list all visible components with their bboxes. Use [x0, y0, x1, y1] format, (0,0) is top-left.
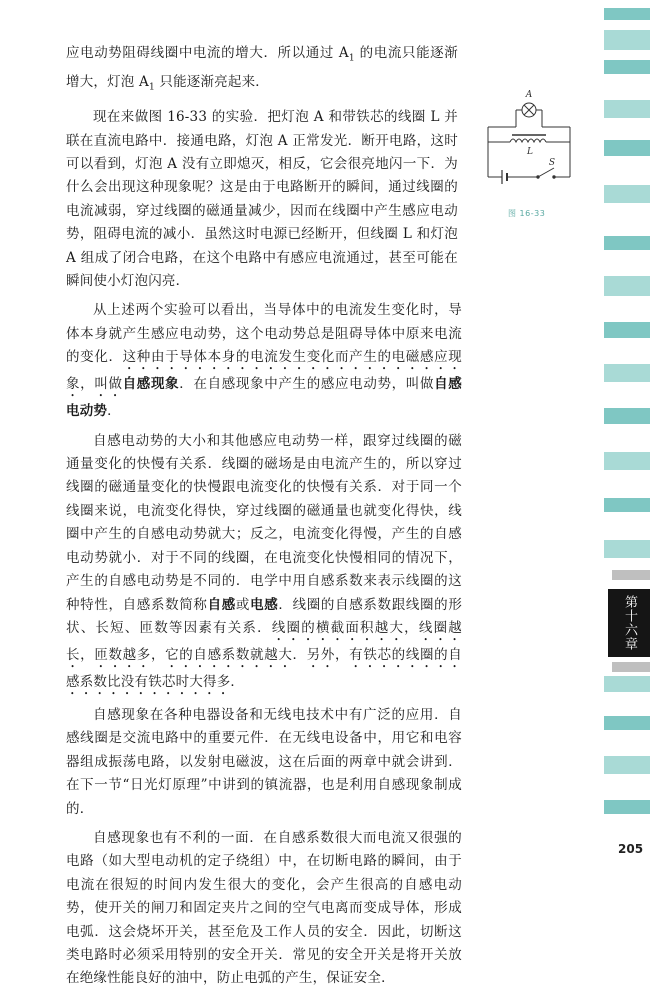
- key-term: 电感: [250, 596, 279, 613]
- paragraph: [66, 827, 462, 991]
- text-run: ．: [230, 673, 245, 690]
- switch-label: S: [548, 158, 556, 168]
- lamp-label: A: [525, 90, 533, 100]
- margin-tab-gray: [612, 570, 650, 580]
- key-term: 自感: [207, 596, 236, 613]
- body-text: [66, 42, 463, 991]
- text-run: ．: [107, 403, 121, 420]
- margin-tab: [604, 756, 650, 774]
- emphasized-text: 这种由于导体本身的电流发生变化而产生的电磁感应现象，叫做: [66, 349, 462, 393]
- emphasized-text: 线圈的横截面积越大，线圈越长，匝数越多，它的自感系数就越大．另外，有铁芯的线圈的自感系数比没有铁芯时大得多: [66, 619, 462, 690]
- margin-tab: [604, 276, 650, 296]
- figure-caption: 图 16-33: [508, 209, 546, 218]
- margin-tab: [604, 716, 650, 730]
- margin-tab: [604, 452, 650, 470]
- margin-tab-gray: [612, 662, 650, 672]
- text-run: 从上述两个实验可以看出，当导体中的电流发生变化时，导体本身就产生感应电动势，这个电动势总是阻碍导体中原来电流的变化．: [66, 302, 462, 366]
- key-term: 自感电动势: [66, 376, 462, 420]
- margin-tab: [604, 30, 650, 50]
- paragraph: [66, 42, 458, 100]
- coil-symbol: [510, 139, 546, 142]
- margin-tab: [604, 60, 650, 74]
- page-number: 205: [618, 842, 644, 856]
- margin-tab: [604, 498, 650, 512]
- paragraph: [66, 299, 462, 423]
- text-run: 自感现象也有不利的一面．在自感系数很大而电流又很强的电路（如大型电动机的定子绕组）中，在切断电路的瞬间，由于电流在很短的时间内发生很大的变化，会产生很高的自感电动势，使开关的闸刀和固定夹片之间的空气电离而变成导体，形成电弧．这会烧坏开关，甚至危及工作人员的安全．因此，切断这类电路时必须采用特别的安全开关．常见的安全开关是将开关放在绝缘性能良好的油中，防止电弧的产生，保证安全．: [66, 829, 462, 987]
- text-run: 只能逐渐亮起来．: [154, 74, 269, 91]
- text-run: 自感电动势的大小和其他感应电动势一样，跟穿过线圈的磁通量变化的快慢有关系．线圈的磁场是由电流产生的，所以穿过线圈的磁通量变化的快慢跟电流变化的快慢有关系．对于同一个线圈来说，电流变化得快，穿过线圈的磁通量也就变化得快，线圈中产生的自感电动势就大；反之，电流变化得慢，产生的自感电动势就小．对于不同的线圈，在电流变化快慢相同的情况下，产生的自感电动势是不同的．电学中用自感系数来表示线圈的这种特性，自感系数简称: [66, 432, 462, 613]
- text-run: 现在来做图 16-33 的实验．把灯泡 A 和带铁芯的线圈 L 并联在直流电路中．接通电路，灯泡 A 正常发光．断开电路，这时可以看到，灯泡 A 没有立即熄灭，相反，它会很亮地闪一下．为什么会出现这种现象呢？这是由于电路断开的瞬间，通过线圈的电流减弱，穿过线圈的磁通量减少，因而在线圈中产生感应电动势，阻碍电流的减小．虽然这时电源已经断开，但线圈 L 和灯泡 A 组成了闭合电路，在这个电路中有感应电流通过，甚至可能在瞬间使小灯泡闪亮．: [66, 109, 458, 290]
- circuit-diagram: [474, 82, 584, 212]
- margin-tab: [604, 676, 650, 692]
- text-run: 自感现象在各种电器设备和无线电技术中有广泛的应用．自感线圈是交流电路中的重要元件．在无线电设备中，用它和电容器组成振荡电路，以发射电磁波，这在后面的两章中就会讲到．在下一节“日光灯原理”中讲到的镇流器，也是利用自感现象制成的．: [66, 706, 462, 817]
- paragraph: [66, 106, 458, 293]
- margin-tab: [604, 800, 650, 814]
- margin-tab: [604, 140, 650, 156]
- margin-tab: [604, 236, 650, 250]
- paragraph: [66, 430, 462, 698]
- key-term: 自感现象: [122, 376, 180, 393]
- text-run: ．在自感现象中产生的感应电动势，叫做: [179, 376, 435, 393]
- switch-blade: [538, 168, 554, 177]
- margin-tab: [604, 100, 650, 118]
- chapter-tab: 第十六章: [608, 589, 650, 657]
- text-run: 或: [235, 596, 251, 613]
- text-run: ．线圈的自感系数跟线圈的形状、长短、匝数等因素有关系．: [66, 596, 463, 636]
- margin-tab: [604, 364, 650, 382]
- margin-tab: [604, 540, 650, 558]
- paragraph: [66, 704, 462, 821]
- text-run: 应电动势阻碍线圈中电流的增大．所以通过 A: [66, 45, 349, 61]
- margin-tab: [604, 408, 650, 424]
- text-run: 的电流只能逐渐增大，灯泡 A: [66, 45, 458, 91]
- margin-tab: [604, 322, 650, 338]
- subscript: 1: [348, 53, 355, 64]
- coil-label: L: [527, 147, 533, 157]
- margin-tab-strip: [604, 0, 650, 894]
- subscript: 1: [148, 82, 155, 93]
- margin-tab: [604, 185, 650, 203]
- margin-tab: [604, 8, 650, 20]
